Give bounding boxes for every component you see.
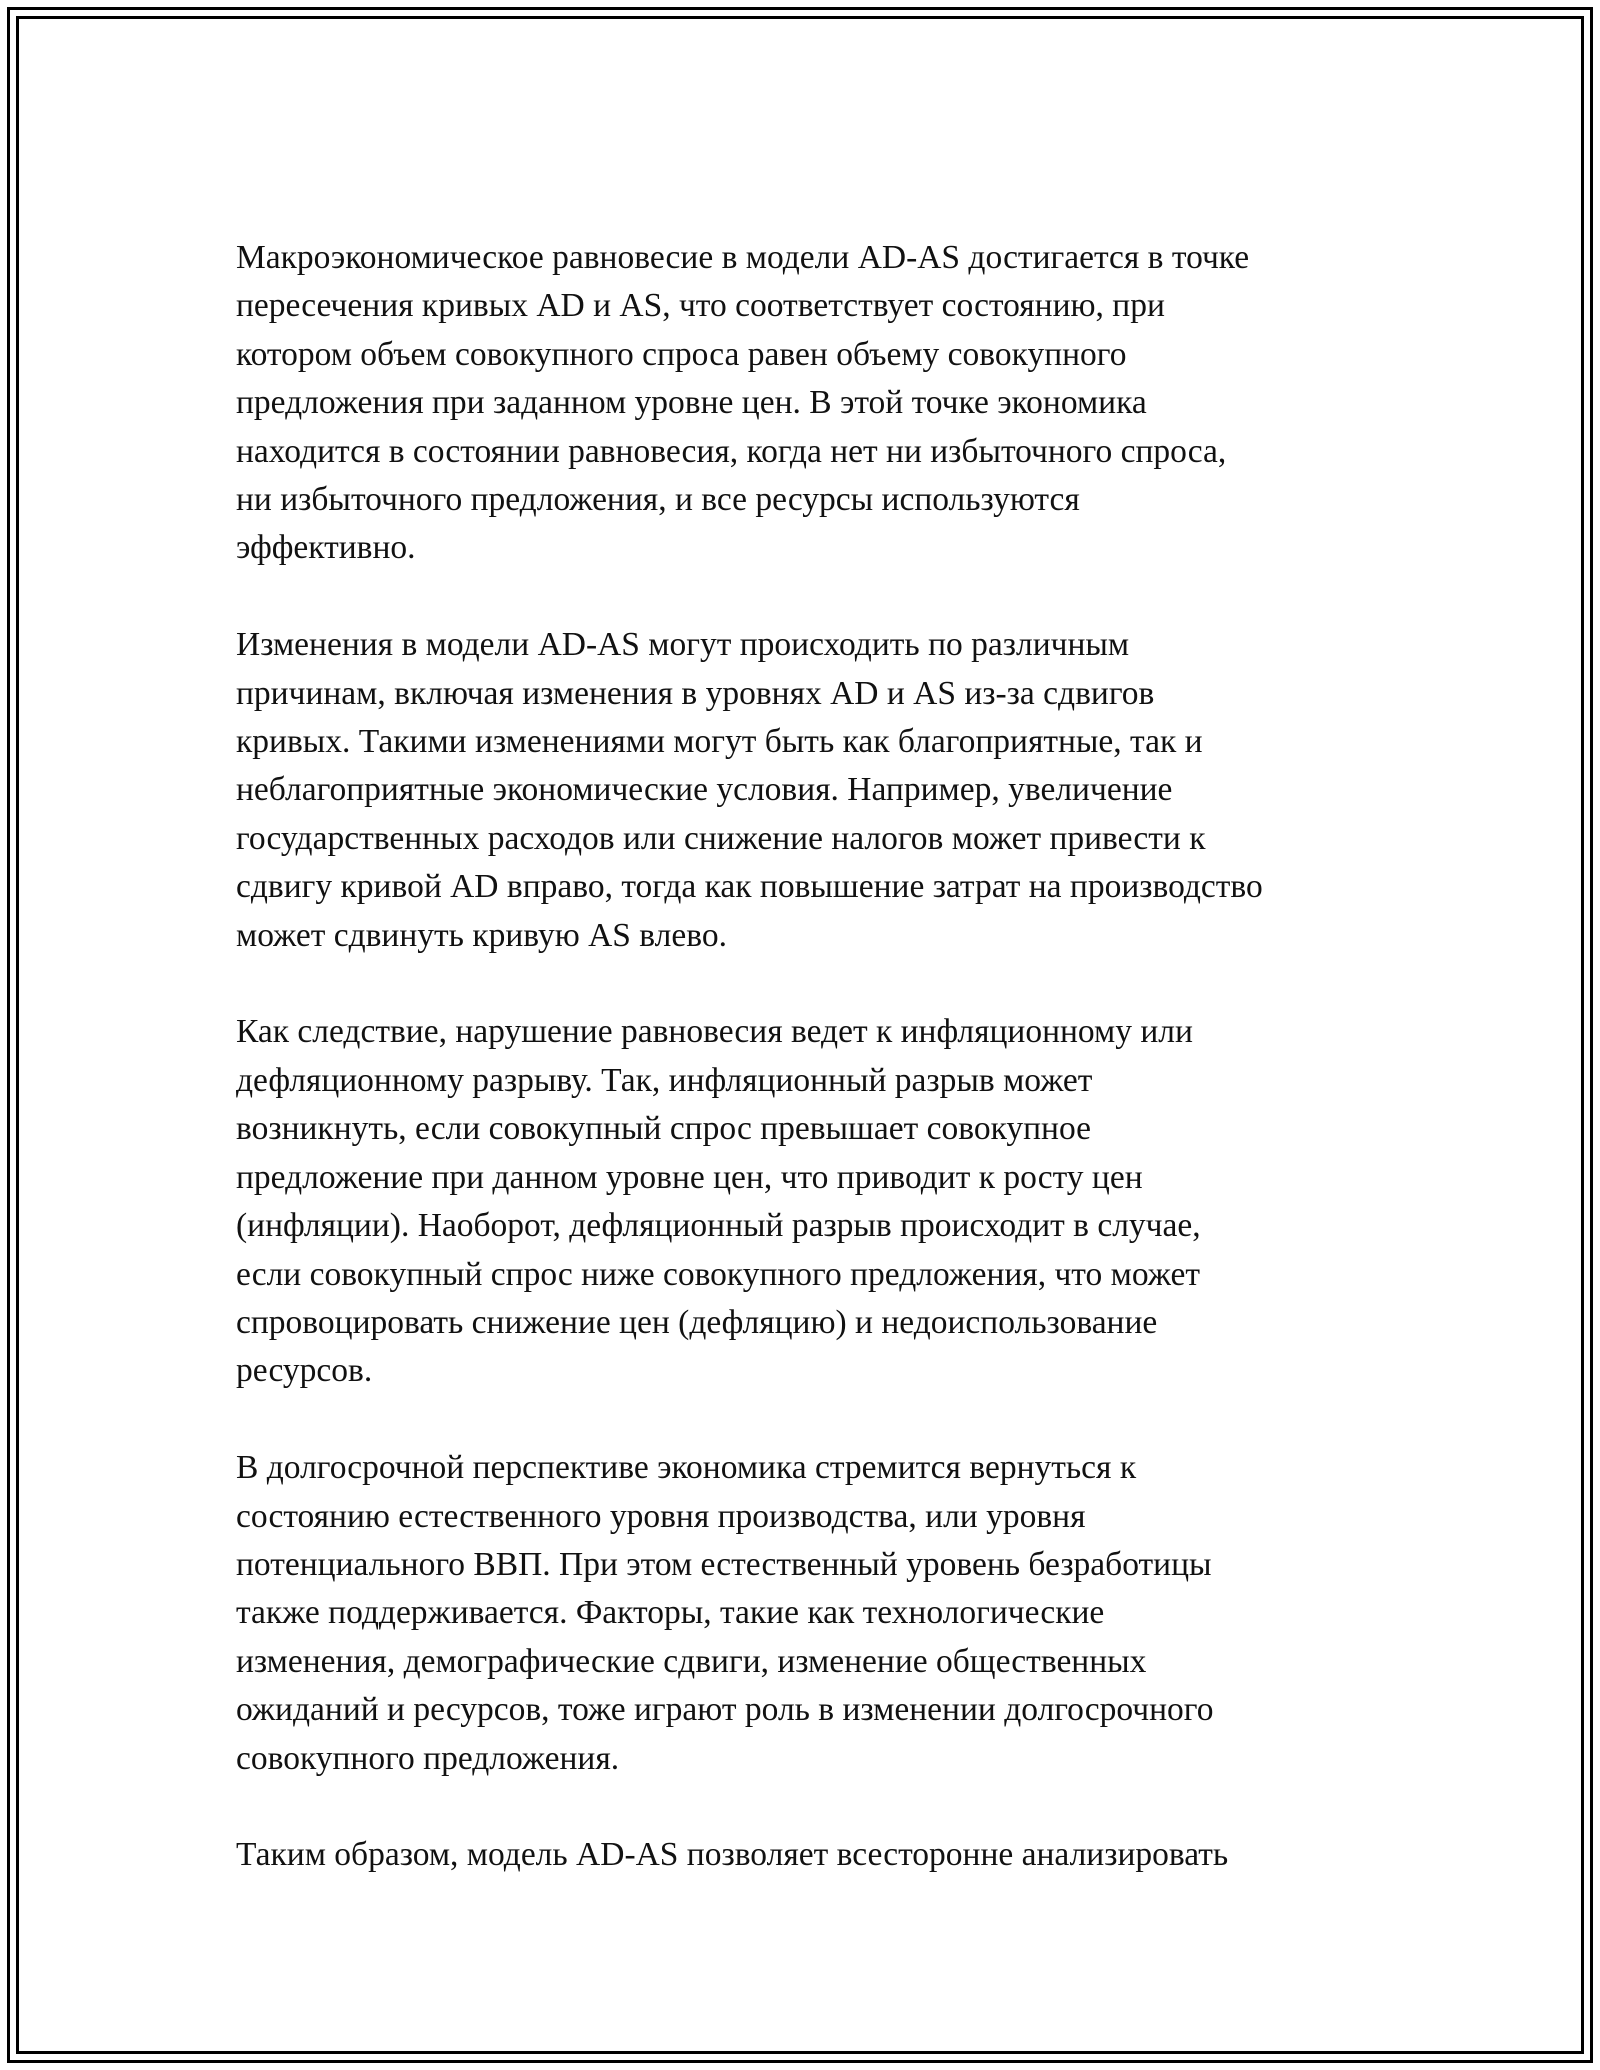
text-line: Макроэкономическое равновесие в модели AD-AS достигается в точке bbox=[236, 239, 1250, 276]
text-line: Как следствие, нарушение равновесия ведет к инфляционному или bbox=[236, 1013, 1193, 1051]
paragraph-changes bbox=[236, 621, 1396, 960]
paragraph-long-run bbox=[236, 1444, 1396, 1783]
text-line: если совокупный спрос ниже совокупного предложения, что может bbox=[236, 1255, 1200, 1293]
paragraph-conclusion bbox=[236, 1831, 1396, 1879]
text-line: В долгосрочной перспективе экономика стремится вернуться к bbox=[236, 1449, 1137, 1487]
text-line: государственных расходов или снижение налогов может привести к bbox=[236, 819, 1206, 857]
text-line: предложение при данном уровне цен, что приводит к росту цен bbox=[236, 1158, 1143, 1196]
text-line: дефляционному разрыву. Так, инфляционный разрыв может bbox=[236, 1061, 1093, 1099]
text-line: ресурсов. bbox=[236, 1352, 373, 1390]
text-line: находится в состоянии равновесия, когда нет ни избыточного спроса, bbox=[236, 432, 1227, 470]
text-line: котором объем совокупного спроса равен объему совокупного bbox=[236, 335, 1127, 373]
paragraph-equilibrium bbox=[236, 234, 1396, 573]
text-line: также поддерживается. Факторы, такие как технологические bbox=[236, 1594, 1105, 1632]
text-line: сдвигу кривой AD вправо, тогда как повышение затрат на производство bbox=[236, 868, 1263, 906]
document-body bbox=[236, 234, 1396, 1928]
text-line: ожиданий и ресурсов, тоже играют роль в изменении долгосрочного bbox=[236, 1691, 1214, 1729]
text-line: может сдвинуть кривую AS влево. bbox=[236, 916, 727, 954]
text-line: эффективно. bbox=[236, 529, 416, 567]
text-line: причинам, включая изменения в уровнях AD и AS из-за сдвигов bbox=[236, 674, 1155, 712]
paragraph-gaps bbox=[236, 1008, 1396, 1395]
text-line: Таким образом, модель AD-AS позволяет всесторонне анализировать bbox=[236, 1836, 1229, 1874]
text-line: кривых. Такими изменениями могут быть как благоприятные, так и bbox=[236, 723, 1203, 761]
text-line: совокупного предложения. bbox=[236, 1739, 620, 1777]
text-line: предложения при заданном уровне цен. В этой точке экономика bbox=[236, 384, 1147, 422]
text-line: (инфляции). Наоборот, дефляционный разрыв происходит в случае, bbox=[236, 1207, 1201, 1245]
text-line: изменения, демографические сдвиги, изменение общественных bbox=[236, 1642, 1147, 1680]
text-line: Изменения в модели AD-AS могут происходить по различным bbox=[236, 626, 1130, 664]
text-line: потенциального ВВП. При этом естественный уровень безработицы bbox=[236, 1545, 1212, 1583]
text-line: пересечения кривых AD и AS, что соответствует состоянию, при bbox=[236, 287, 1165, 325]
text-line: неблагоприятные экономические условия. Например, увеличение bbox=[236, 771, 1173, 809]
text-line: ни избыточного предложения, и все ресурсы используются bbox=[236, 481, 1080, 519]
text-line: состоянию естественного уровня производства, или уровня bbox=[236, 1497, 1086, 1535]
text-line: возникнуть, если совокупный спрос превышает совокупное bbox=[236, 1110, 1092, 1148]
text-line: спровоцировать снижение цен (дефляцию) и недоиспользование bbox=[236, 1303, 1158, 1341]
